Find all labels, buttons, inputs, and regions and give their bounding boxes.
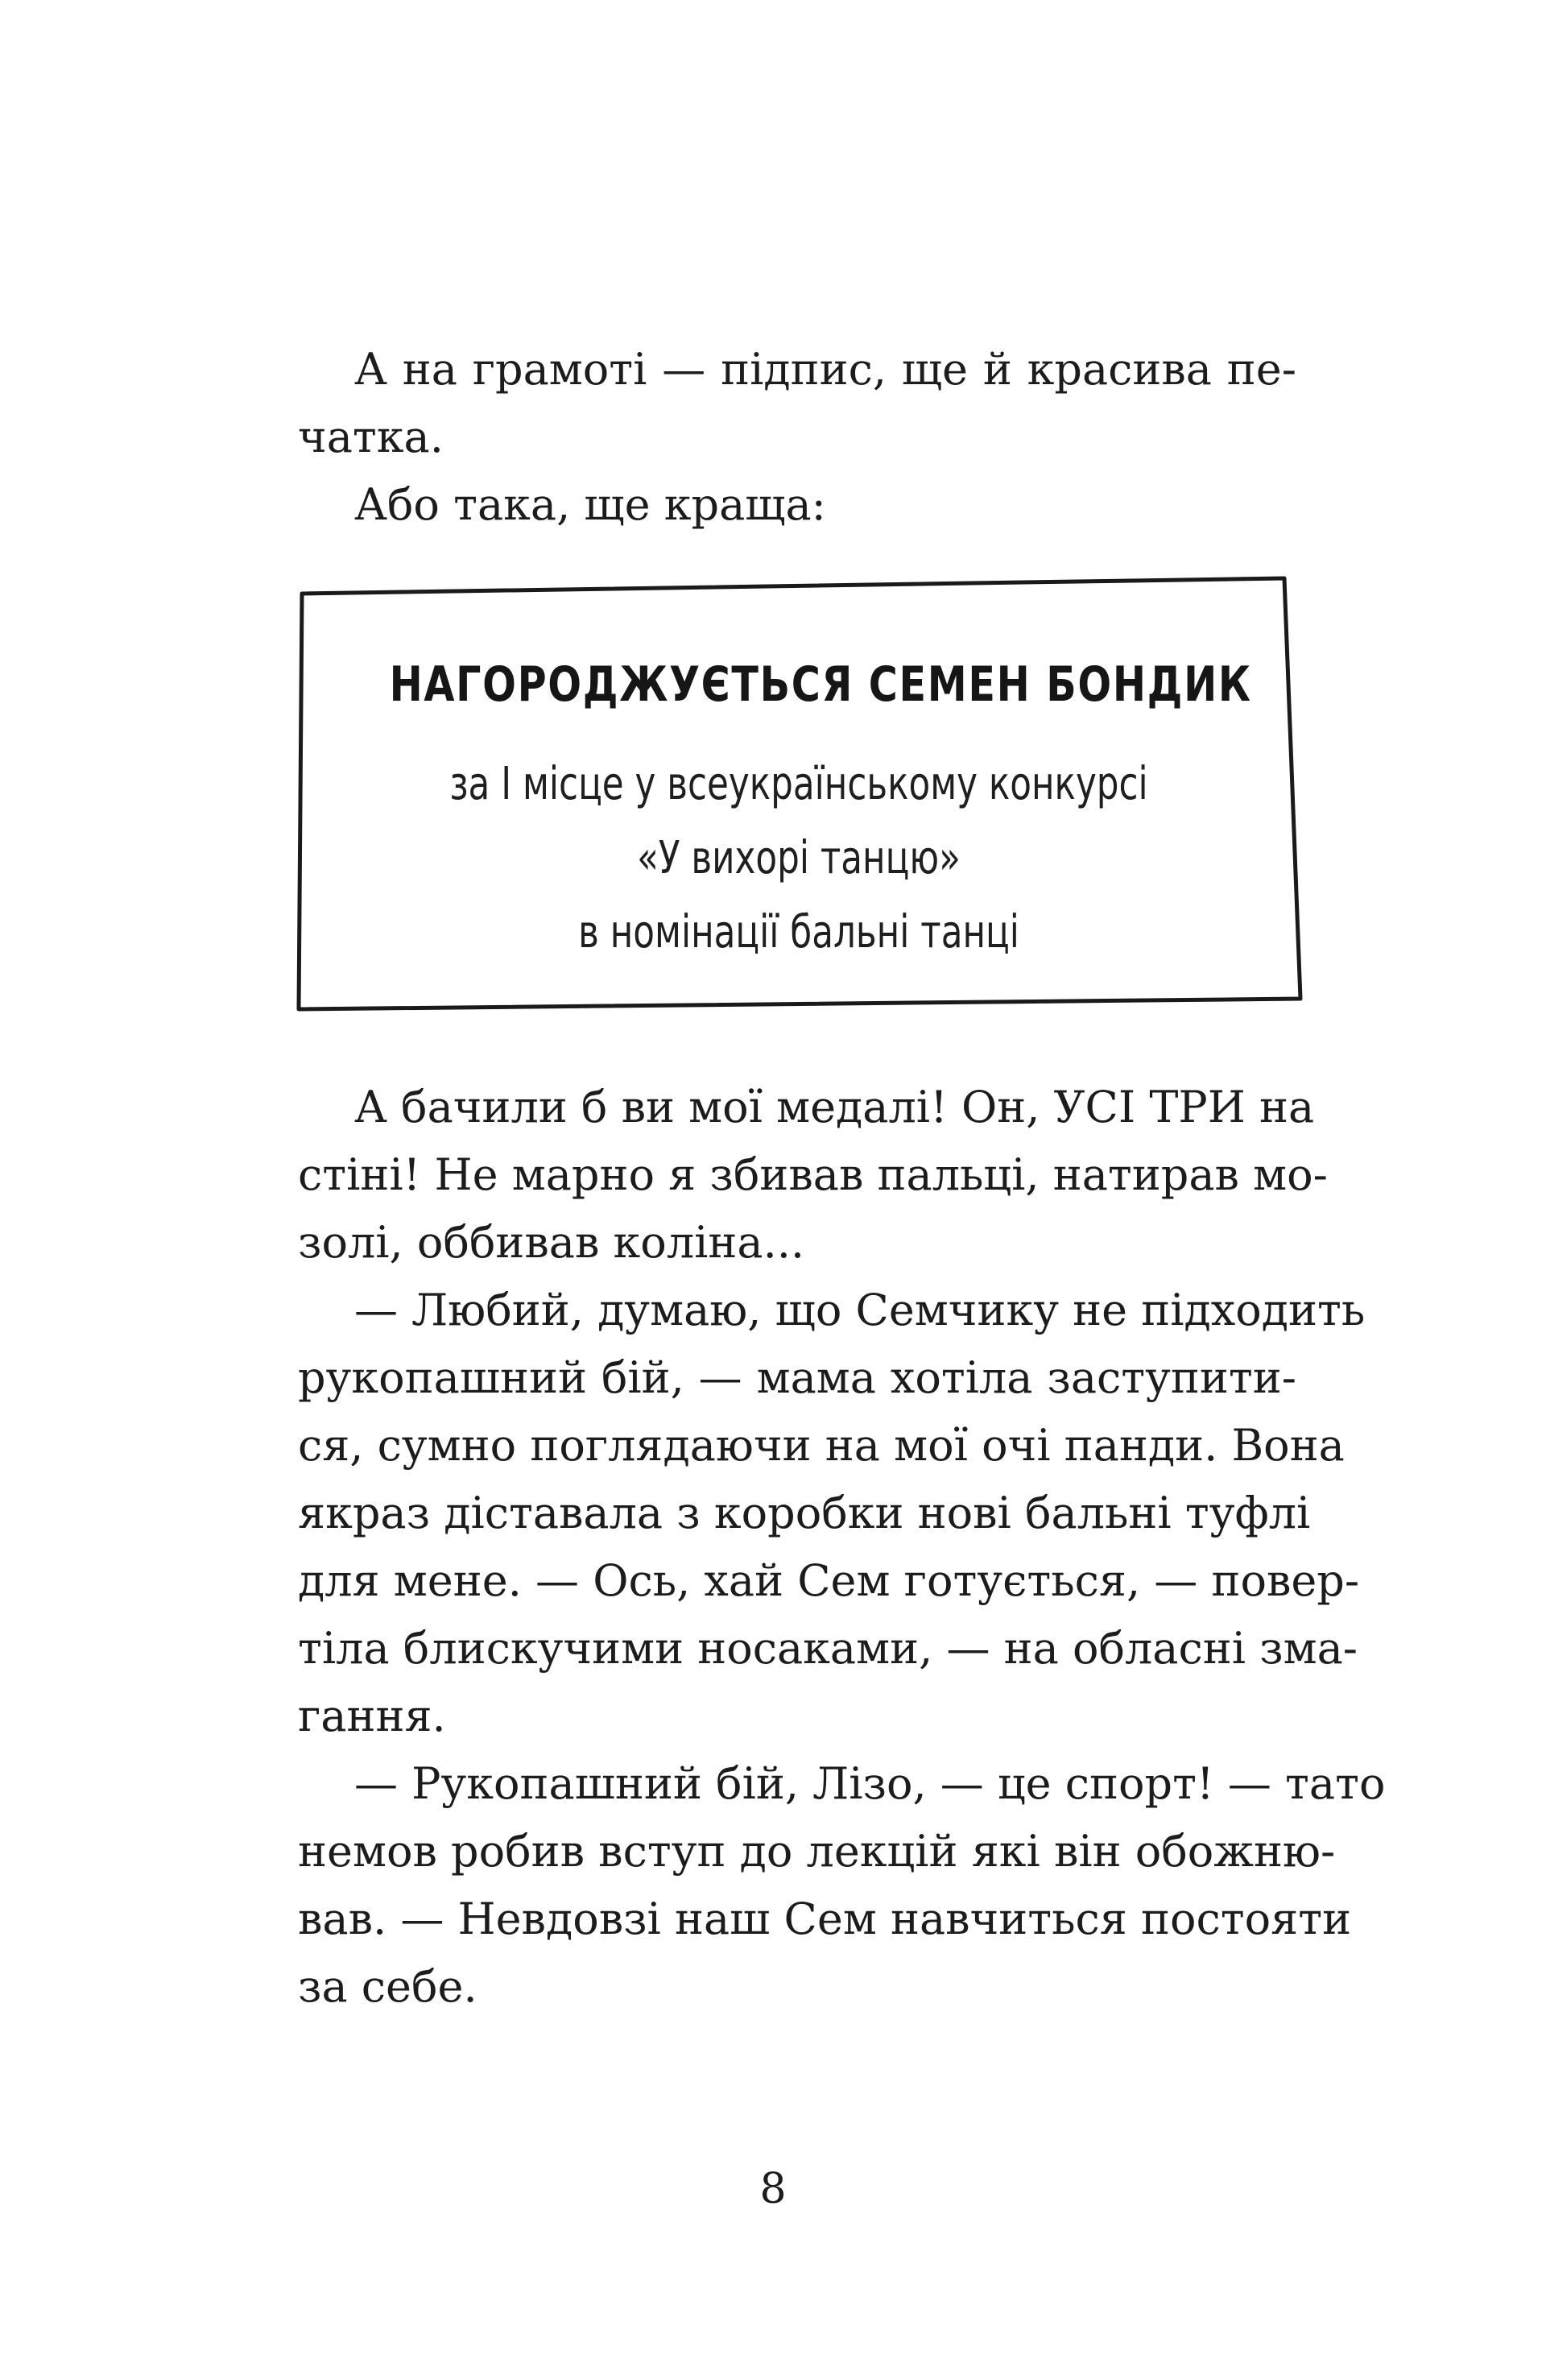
paragraph-5-line-3: вав. — Невдовзі наш Сем навчиться постояти [298, 1894, 1352, 1944]
paragraph-4-line-7: гання. [298, 1691, 446, 1741]
paragraph-4-line-6: тіла блискучими носаками, — на обласні зма- [298, 1623, 1358, 1674]
paragraph-4-line-4: якраз діставала з коробки нові бальні туфлі [298, 1488, 1311, 1538]
paragraph-4-line-1: — Любий, думаю, що Семчику не підходить [354, 1285, 1366, 1335]
certificate-line-1: за І місце у всеукраїнському конкурсі [449, 758, 1148, 810]
paragraph-5-line-1: — Рукопашний бій, Лізо, — це спорт! — тато [354, 1758, 1386, 1809]
paragraph-4-line-5: для мене. — Ось, хай Сем готується, — повер- [298, 1555, 1360, 1606]
certificate-title: НАГОРОДЖУЄТЬСЯ СЕМЕН БОНДИК [389, 656, 1252, 713]
paragraph-4-line-2: рукопашний бій, — мама хотіла заступити- [298, 1352, 1296, 1403]
paragraph-5-line-2: немов робив вступ до лекцій які він обожню- [298, 1826, 1336, 1877]
paragraph-3-line-3: золі, оббивав коліна... [298, 1217, 805, 1268]
paragraph-1-line-2: чатка. [298, 412, 444, 462]
paragraph-1-line-1: А на грамоті — підпис, ще й красива пе- [354, 344, 1296, 395]
certificate-line-3: в номінації бальні танці [578, 906, 1019, 958]
paragraph-3-line-1: А бачили б ви мої медалі! Он, УСІ ТРИ на [354, 1082, 1315, 1132]
paragraph-3-line-2: стіні! Не марно я збивав пальці, натирав мо- [298, 1149, 1328, 1200]
paragraph-4-line-3: ся, сумно поглядаючи на мої очі панди. Вона [298, 1420, 1345, 1471]
page-number: 8 [759, 2165, 787, 2213]
paragraph-5-line-4: за себе. [298, 1961, 477, 2012]
paragraph-2-line-1: Або така, ще краща: [354, 479, 826, 530]
certificate-line-2: «У вихорі танцю» [637, 832, 961, 884]
